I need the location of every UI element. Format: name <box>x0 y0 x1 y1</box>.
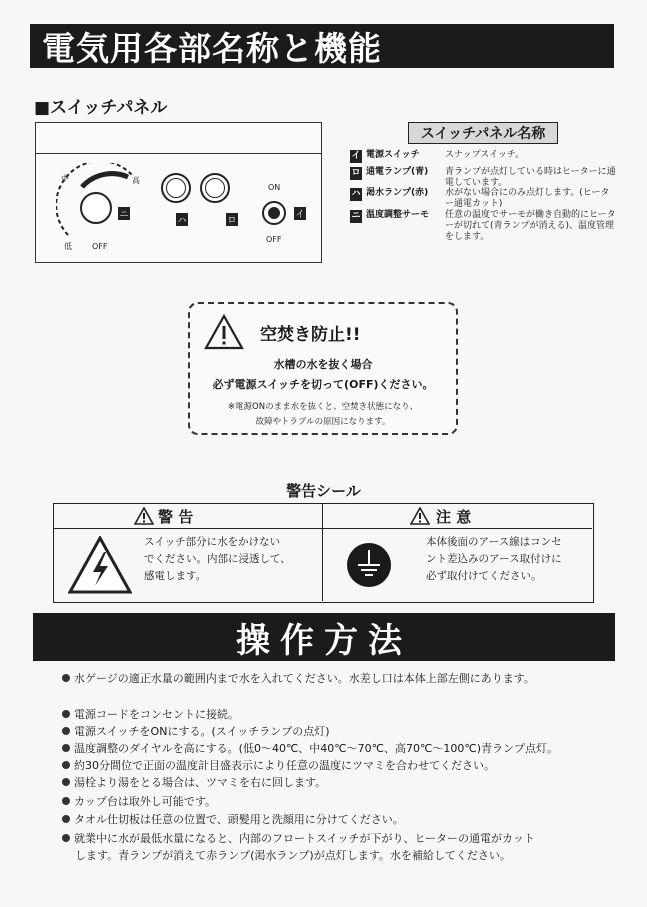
operation-item: カップ台は取外し可能です。 <box>62 794 216 810</box>
letter-ha: ハ <box>176 213 188 226</box>
electric-shock-icon <box>68 536 132 594</box>
dial-label-mid: 中 <box>61 174 69 183</box>
caution-title: 空焚き防止!! <box>260 325 361 345</box>
name-row-power-switch: イ 電源スイッチ スナップスイッチ。 <box>351 150 525 161</box>
panel-divider <box>36 153 321 154</box>
dry-lamp <box>161 173 191 203</box>
operation-item: 湯栓より湯をとる場合は、ツマミを右に回します。 <box>62 775 326 791</box>
dial-label-low: 低 <box>64 242 72 251</box>
power-off-label: OFF <box>266 235 282 244</box>
ground-icon <box>346 542 392 588</box>
operation-item: 約30分間位で正面の温度計目盛表示により任意の温度にツマミを合わせてください。 <box>62 758 495 774</box>
notice-title: 注 意 <box>436 508 472 526</box>
power-on-label: ON <box>268 183 281 192</box>
caution-line1: 水槽の水を抜く場合 <box>273 358 373 371</box>
warning-triangle-icon <box>204 314 244 350</box>
switch-names-heading: スイッチパネル名称 <box>408 122 558 144</box>
warning-text: スイッチ部分に水をかけない でください。内部に浸透して、 感電します。 <box>144 536 291 582</box>
warning-seal-table <box>53 503 594 603</box>
power-lamp <box>200 173 230 203</box>
letter-ni: ニ <box>118 207 130 220</box>
caution-box <box>188 302 458 435</box>
name-row-thermo: ニ 温度調整サーモ 任意の温度でサーモが働き自動的にヒーターが切れて(青ランプが消える)、温度管理をします。 <box>351 210 616 242</box>
caution-line2: 必ず電源スイッチを切って(OFF)ください。 <box>212 378 434 391</box>
notice-text: 本体後面のアース線はコンセ ント差込みのアース取付けに 必ず取付けてください。 <box>426 536 562 582</box>
letter-i: イ <box>294 207 306 220</box>
warning-seal-heading: 警告シール <box>286 482 361 500</box>
switch-panel-diagram <box>35 122 322 263</box>
caution-note2: 故障やトラブルの原因になります。 <box>255 417 391 427</box>
operation-item: タオル仕切板は任意の位置で、頭髪用と洗顔用に分けてください。 <box>62 812 404 828</box>
name-row-dry-lamp: ハ 渇水ランプ(赤) 水がない場合にのみ点灯します。(ヒーター通電カット) <box>351 188 610 209</box>
letter-ro: ロ <box>226 213 238 226</box>
caution-note1: ※電源ONのまま水を抜くと、空焚き状態になり、 <box>227 402 419 412</box>
dial-label-off: OFF <box>92 242 108 251</box>
warning-title: 警 告 <box>158 508 194 526</box>
power-switch[interactable] <box>262 201 286 225</box>
dial-label-high: 高 <box>132 176 140 185</box>
switch-panel-heading: ■スイッチパネル <box>34 98 168 118</box>
temperature-dial[interactable] <box>80 192 112 224</box>
operation-item: 電源コードをコンセントに接続。 <box>62 707 239 723</box>
warning-header-icon <box>134 507 154 525</box>
operation-item: 温度調整のダイヤルを高にする。(低0〜40℃、中40℃〜70℃、高70℃〜100℃)青ランプ点灯。 <box>62 741 558 757</box>
operation-heading: 操作方法 <box>33 613 615 661</box>
operation-item: 水ゲージの適正水量の範囲内まで水を入れてください。水差し口は本体上部左側にあります。 <box>62 671 535 687</box>
operation-item: 電源スイッチをONにする。(スイッチランプの点灯) <box>62 724 330 740</box>
notice-header-icon <box>410 507 430 525</box>
operation-item-continuation: します。青ランプが消えて赤ランプ(渇水ランプ)が点灯します。水を補給してください。 <box>75 849 511 862</box>
name-row-power-lamp: ロ 通電ランプ(青) 青ランプが点灯している時はヒーターに通電しています。 <box>351 167 616 188</box>
page-title: 電気用各部名称と機能 <box>30 24 614 68</box>
operation-item: 就業中に水が最低水量になると、内部のフロートスイッチが下がり、ヒーターの通電がカット <box>62 831 535 847</box>
